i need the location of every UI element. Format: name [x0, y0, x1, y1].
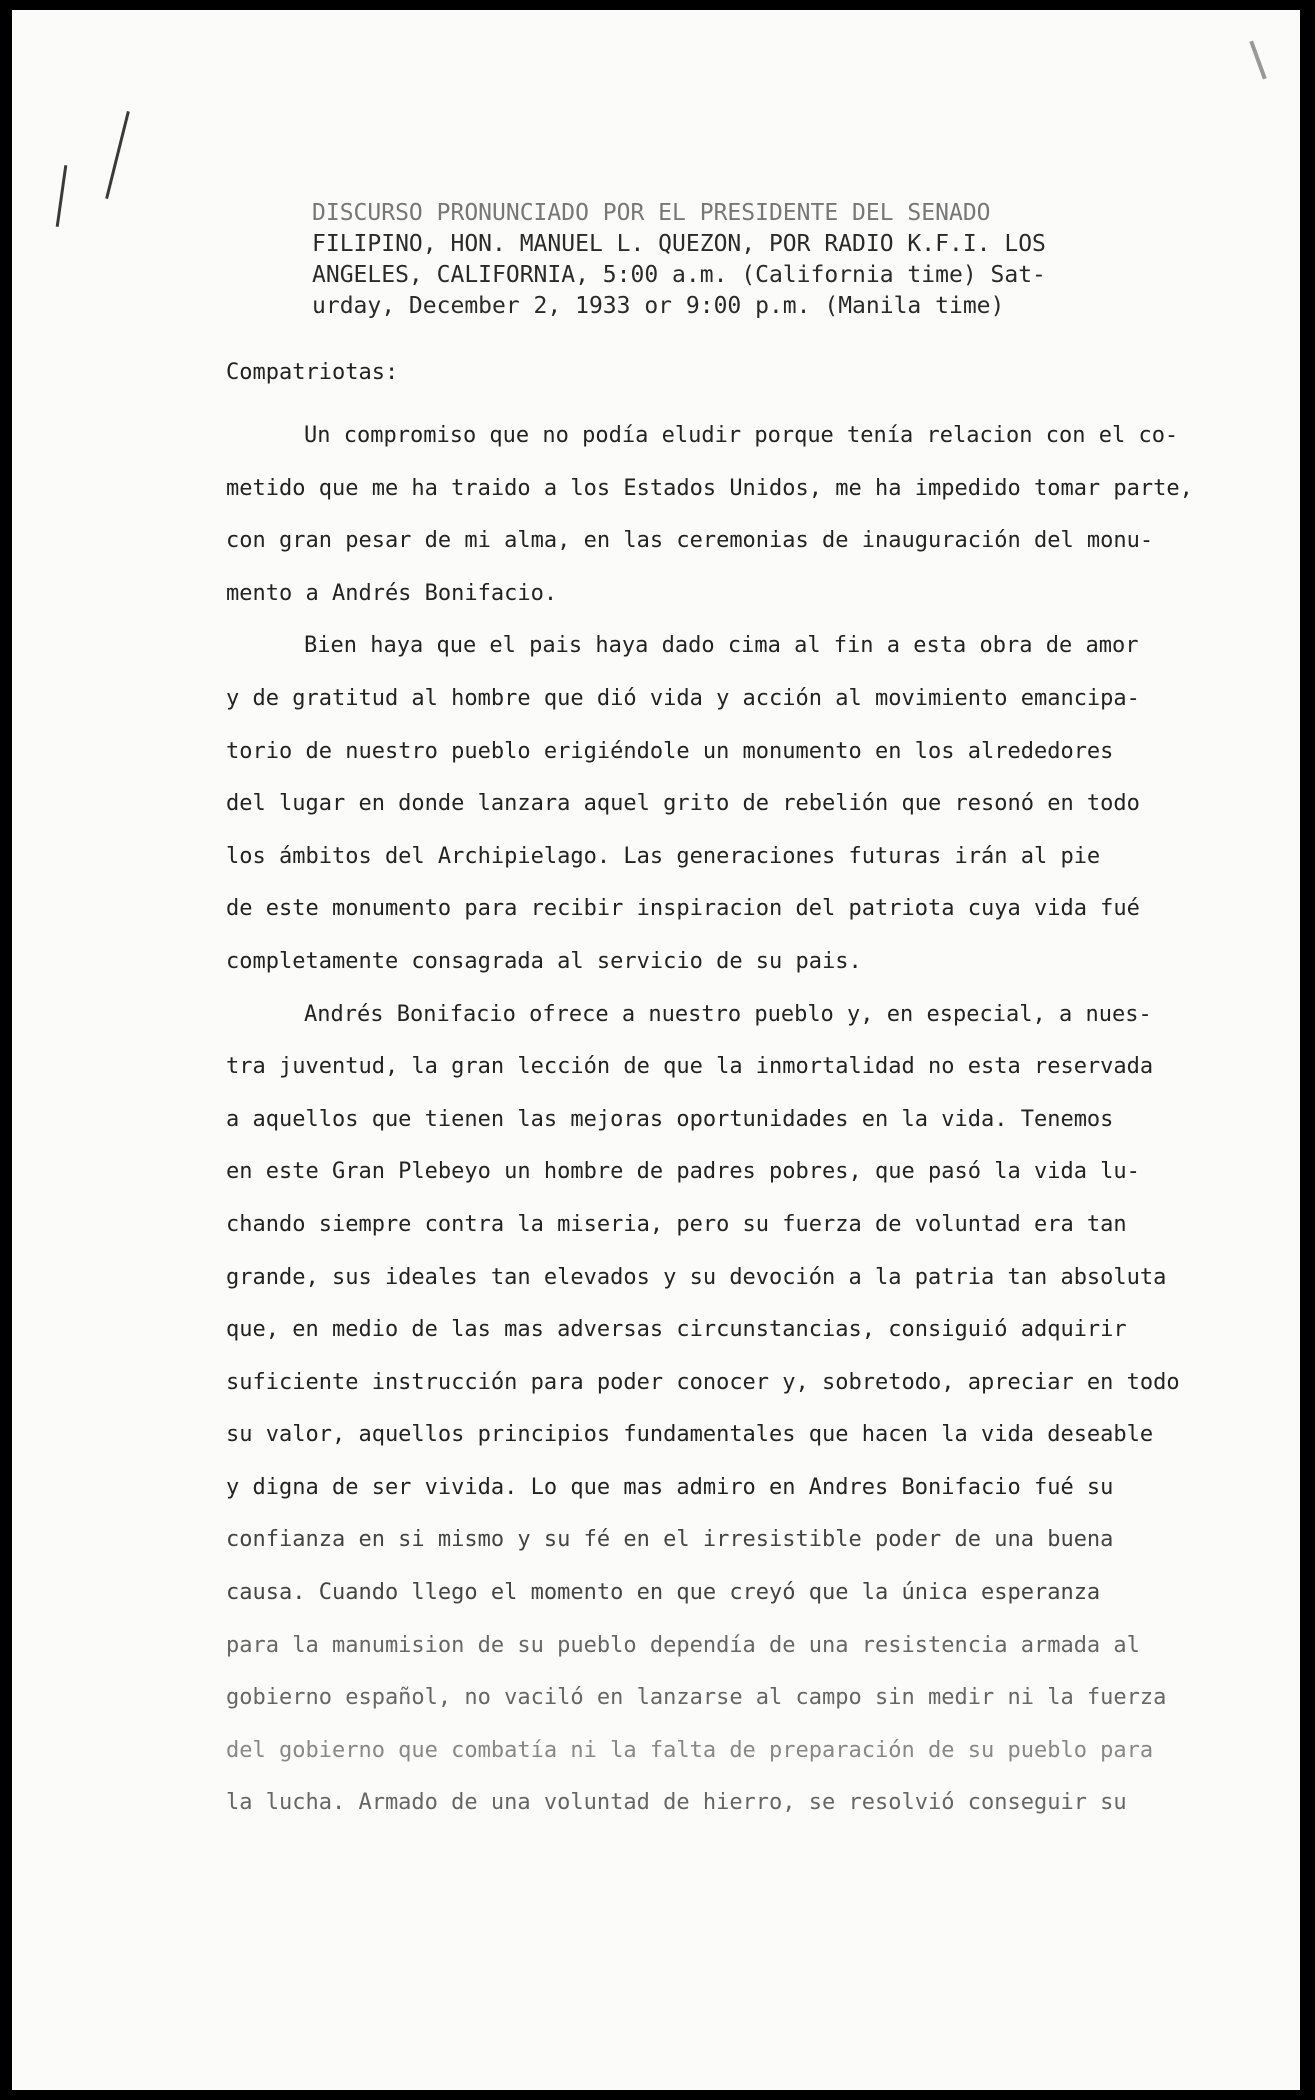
p3-line-14: gobierno español, no vaciló en lanzarse al campo sin medir ni la fuerza: [226, 1685, 1167, 1711]
p2-line-4: del lugar en donde lanzara aquel grito de rebelión que resonó en todo: [226, 791, 1140, 817]
p1-line-4: mento a Andrés Bonifacio.: [226, 580, 558, 606]
p3-line-4: en este Gran Plebeyo un hombre de padres pobres, que pasó la vida lu-: [226, 1159, 1140, 1185]
scan-mark-left-2: [105, 111, 130, 199]
p3-line-5: chando siempre contra la miseria, pero su fuerza de voluntad era tan: [226, 1211, 1127, 1237]
p2-line-2: y de gratitud al hombre que dió vida y acción al movimiento emancipa-: [226, 685, 1140, 711]
p2-line-5: los ámbitos del Archipielago. Las generaciones futuras irán al pie: [226, 843, 1101, 869]
heading-line-3: ANGELES, CALIFORNIA, 5:00 a.m. (California time) Sat-: [312, 262, 1046, 288]
p3-line-6: grande, sus ideales tan elevados y su devoción a la patria tan absoluta: [226, 1264, 1167, 1290]
p3-line-3: a aquellos que tienen las mejoras oportunidades en la vida. Tenemos: [226, 1106, 1114, 1132]
heading-line-4: urday, December 2, 1933 or 9:00 p.m. (Manila time): [312, 293, 1005, 319]
p2-line-1: Bien haya que el pais haya dado cima al fin a esta obra de amor: [304, 633, 1139, 659]
p3-line-13: para la manumision de su pueblo dependía de una resistencia armada al: [226, 1632, 1140, 1658]
p3-line-15: del gobierno que combatía ni la falta de preparación de su pueblo para: [226, 1737, 1154, 1763]
p3-line-7: que, en medio de las mas adversas circunstancias, consiguió adquirir: [226, 1317, 1127, 1343]
p1-line-2: metido que me ha traido a los Estados Unidos, me ha impedido tomar parte,: [226, 475, 1193, 501]
p3-line-9: su valor, aquellos principios fundamentales que hacen la vida deseable: [226, 1422, 1154, 1448]
heading-line-2: FILIPINO, HON. MANUEL L. QUEZON, POR RADIO K.F.I. LOS: [312, 231, 1046, 257]
p3-line-10: y digna de ser vivida. Lo que mas admiro en Andres Bonifacio fué su: [226, 1474, 1114, 1500]
speech-body: [226, 410, 1193, 1830]
p3-line-1: Andrés Bonifacio ofrece a nuestro pueblo y, en especial, a nues-: [304, 1001, 1152, 1027]
greeting: Compatriotas:: [226, 360, 399, 385]
scan-mark-right: [1249, 41, 1266, 80]
heading-line-1: DISCURSO PRONUNCIADO POR EL PRESIDENTE DEL SENADO: [312, 200, 991, 226]
p2-line-7: completamente consagrada al servicio de su pais.: [226, 948, 862, 974]
speech-heading: [312, 198, 1052, 322]
document-page: [12, 10, 1300, 2090]
scan-mark-left: [56, 165, 68, 227]
p3-line-16: la lucha. Armado de una voluntad de hierro, se resolvió conseguir su: [226, 1790, 1127, 1816]
p2-line-6: de este monumento para recibir inspiracion del patriota cuya vida fué: [226, 896, 1140, 922]
p3-line-12: causa. Cuando llego el momento en que creyó que la única esperanza: [226, 1580, 1101, 1606]
p1-line-1: Un compromiso que no podía eludir porque tenía relacion con el co-: [304, 423, 1179, 448]
p3-line-2: tra juventud, la gran lección de que la inmortalidad no esta reservada: [226, 1054, 1154, 1080]
p3-line-11: confianza en si mismo y su fé en el irresistible poder de una buena: [226, 1527, 1114, 1553]
p1-line-3: con gran pesar de mi alma, en las ceremonias de inauguración del monu-: [226, 528, 1154, 554]
p3-line-8: suficiente instrucción para poder conocer y, sobretodo, apreciar en todo: [226, 1369, 1180, 1395]
p2-line-3: torio de nuestro pueblo erigiéndole un monumento en los alrededores: [226, 738, 1114, 764]
